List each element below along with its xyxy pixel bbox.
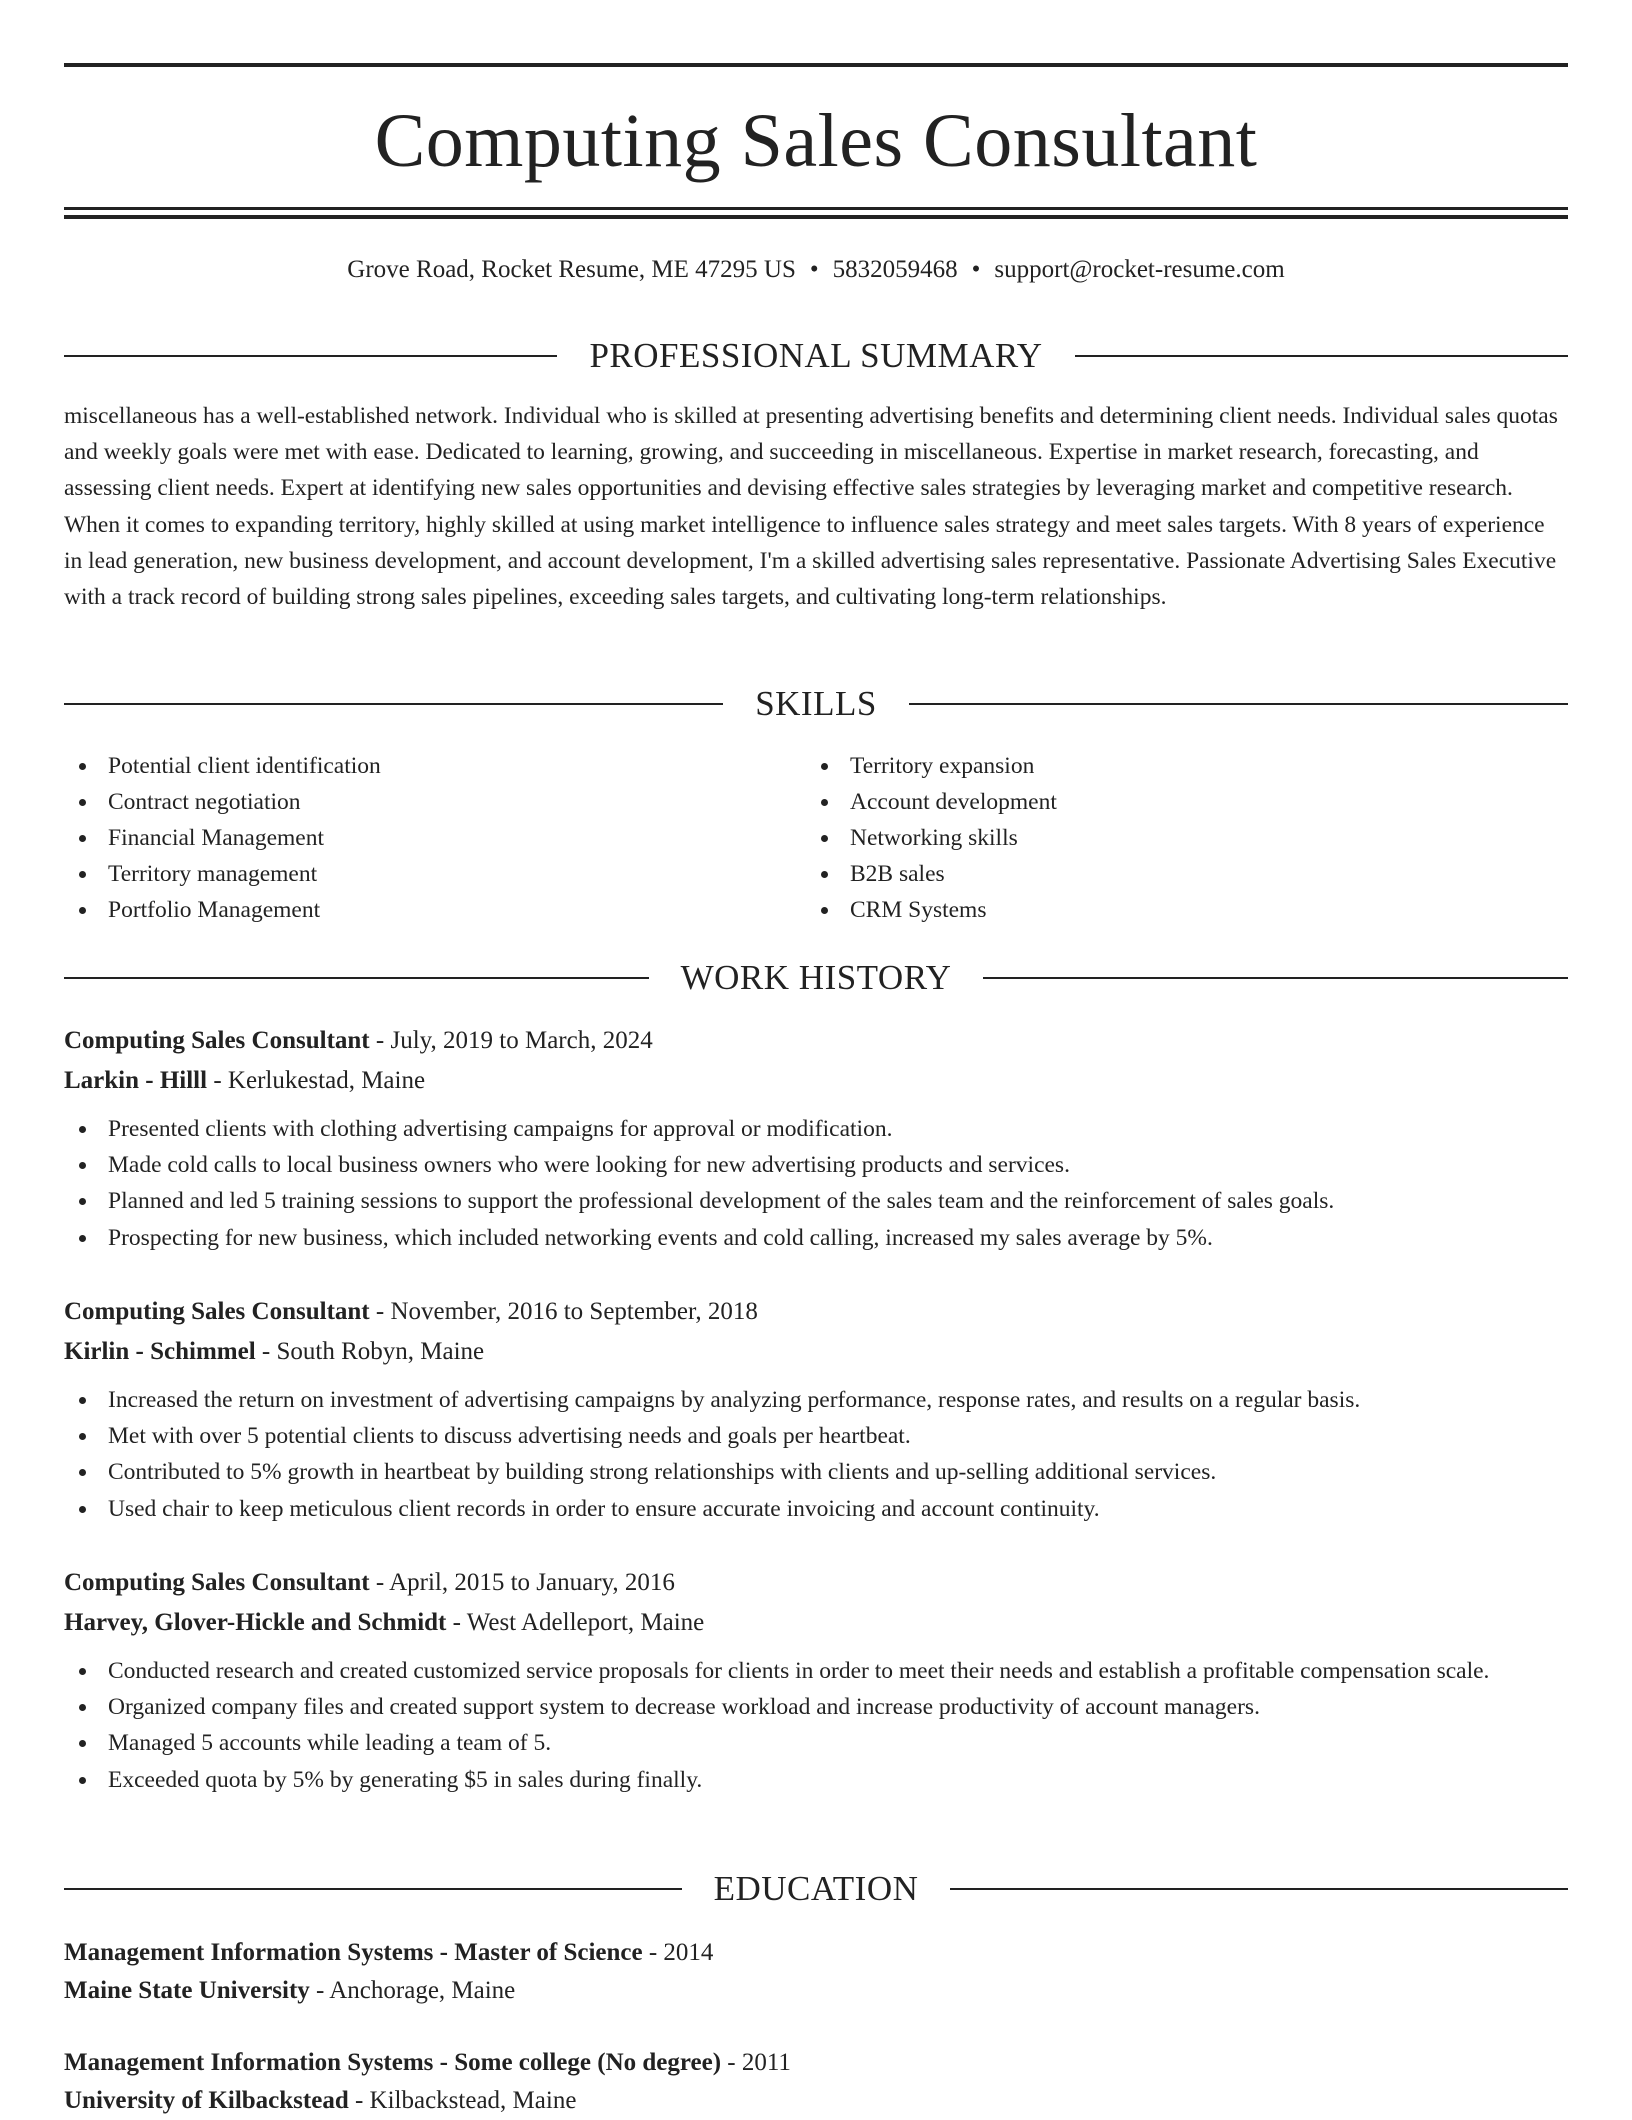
- job-entry: [64, 1563, 1568, 1798]
- job-bullet: Organized company files and created support system to decrease workload and increase productivity of account managers.: [64, 1689, 1568, 1725]
- education-degree-line: [64, 2044, 1568, 2082]
- bullet-icon: [821, 907, 828, 914]
- job-title: Computing Sales Consultant: [64, 1298, 370, 1325]
- heading-rule: [909, 703, 1568, 705]
- skill-item: Portfolio Management: [64, 892, 806, 928]
- heading-rule: [950, 1888, 1568, 1890]
- bullet-icon: [79, 835, 86, 842]
- heading-rule: [64, 977, 649, 979]
- bullet-icon: [79, 1704, 86, 1711]
- skill-item: CRM Systems: [806, 892, 1548, 928]
- section-heading-education: [64, 1865, 1568, 1913]
- job-bullet: Presented clients with clothing advertising campaigns for approval or modification.: [64, 1111, 1568, 1147]
- header-top-rule: [64, 63, 1568, 67]
- education-school-line: [64, 1972, 1568, 2010]
- contact-address: Grove Road, Rocket Resume, ME 47295 US: [347, 256, 796, 283]
- bullet-icon: [79, 1668, 86, 1675]
- bullet-icon: [79, 907, 86, 914]
- job-dates: - November, 2016 to September, 2018: [369, 1298, 758, 1325]
- contact-line: [64, 252, 1568, 288]
- education-year: - 2014: [642, 1939, 714, 1966]
- skill-item: Contract negotiation: [64, 784, 806, 820]
- skill-item: Territory management: [64, 856, 806, 892]
- bullet-icon: [79, 1469, 86, 1476]
- job-company-line: [64, 1603, 1568, 1643]
- job-company: Larkin - Hilll: [64, 1067, 208, 1094]
- job-bullets: [64, 1653, 1568, 1798]
- resume-name: Computing Sales Consultant: [374, 99, 1258, 183]
- bullet-icon: [79, 1162, 86, 1169]
- skills-column-left: [64, 748, 806, 928]
- section-heading-work-history: [64, 954, 1568, 1002]
- bullet-icon: [821, 871, 828, 878]
- job-title-line: [64, 1021, 1568, 1061]
- job-entry: [64, 1021, 1568, 1256]
- bullet-icon: [79, 1740, 86, 1747]
- job-bullet: Conducted research and created customized service proposals for clients in order to meet their needs and establish a profitable compensation scale.: [64, 1653, 1568, 1689]
- header-double-rule-upper: [64, 207, 1568, 210]
- bullet-icon: [79, 1777, 86, 1784]
- bullet-icon: [79, 1397, 86, 1404]
- education-location: - Kilbackstead, Maine: [348, 2087, 577, 2114]
- bullet-icon: [79, 1198, 86, 1205]
- heading-rule: [64, 355, 557, 357]
- job-bullet: Planned and led 5 training sessions to support the professional development of the sales team and the reinforcement of sales goals.: [64, 1183, 1568, 1219]
- education-entry: [64, 1934, 1568, 2010]
- job-location: - South Robyn, Maine: [255, 1338, 485, 1365]
- bullet-icon: [79, 1506, 86, 1513]
- job-company-line: [64, 1061, 1568, 1101]
- education-school: Maine State University: [64, 1977, 310, 2004]
- bullet-icon: [821, 763, 828, 770]
- job-bullet: Prospecting for new business, which included networking events and cold calling, increased my sales average by 5%.: [64, 1220, 1568, 1256]
- section-heading-skills: [64, 680, 1568, 728]
- bullet-icon: [79, 1433, 86, 1440]
- bullet-icon: [821, 835, 828, 842]
- job-dates: - July, 2019 to March, 2024: [369, 1027, 653, 1054]
- section-title: WORK HISTORY: [680, 958, 952, 997]
- job-dates: - April, 2015 to January, 2016: [369, 1569, 675, 1596]
- job-bullet: Exceeded quota by 5% by generating $5 in sales during finally.: [64, 1762, 1568, 1798]
- job-bullet: Contributed to 5% growth in heartbeat by building strong relationships with clients and up-selling additional services.: [64, 1454, 1568, 1490]
- bullet-icon: [79, 1126, 86, 1133]
- job-location: - West Adelleport, Maine: [446, 1609, 705, 1636]
- skill-item: Financial Management: [64, 820, 806, 856]
- heading-rule: [983, 977, 1568, 979]
- job-bullet: Increased the return on investment of advertising campaigns by analyzing performance, response rates, and results on a regular basis.: [64, 1382, 1568, 1418]
- heading-rule: [64, 703, 723, 705]
- job-bullet: Met with over 5 potential clients to discuss advertising needs and goals per heartbeat.: [64, 1418, 1568, 1454]
- bullet-icon: [79, 799, 86, 806]
- job-title: Computing Sales Consultant: [64, 1569, 370, 1596]
- bullet-icon: [79, 1235, 86, 1242]
- job-company: Harvey, Glover-Hickle and Schmidt: [64, 1609, 447, 1636]
- job-bullet: Used chair to keep meticulous client records in order to ensure accurate invoicing and account continuity.: [64, 1491, 1568, 1527]
- bullet-icon: [79, 871, 86, 878]
- heading-rule: [64, 1888, 682, 1890]
- job-title: Computing Sales Consultant: [64, 1027, 370, 1054]
- education-entry: [64, 2044, 1568, 2120]
- section-title: PROFESSIONAL SUMMARY: [589, 336, 1043, 375]
- education-degree-line: [64, 1934, 1568, 1972]
- job-bullets: [64, 1111, 1568, 1256]
- header-double-rule-lower: [64, 215, 1568, 219]
- summary-text: miscellaneous has a well-established network. Individual who is skilled at presenting advertising benefits and determining client needs. Individual sales quotas and weekly goals were met with ease. Dedicated to learning, growing, and succeeding in miscellaneous. Expertise in market research, forecasting, and assessing client needs. Expert at identifying new sales opportunities and devising effective sales strategies by leveraging market and competitive research. When it comes to expanding territory, highly skilled at using market intelligence to influence sales strategy and meet sales targets. With 8 years of experience in lead generation, new business development, and account development, I'm a skilled advertising sales representative. Passionate Advertising Sales Executive with a track record of building strong sales pipelines, exceeding sales targets, and cultivating long-term relationships.: [64, 403, 1558, 611]
- job-bullet: Made cold calls to local business owners who were looking for new advertising products and services.: [64, 1147, 1568, 1183]
- education-school: University of Kilbackstead: [64, 2087, 349, 2114]
- bullet-icon: [79, 763, 86, 770]
- job-company: Kirlin - Schimmel: [64, 1338, 256, 1365]
- skill-item: B2B sales: [806, 856, 1548, 892]
- contact-email: support@rocket-resume.com: [994, 256, 1285, 283]
- job-bullet: Managed 5 accounts while leading a team of 5.: [64, 1725, 1568, 1761]
- skills-list: [64, 748, 1568, 928]
- contact-separator: •: [971, 256, 981, 283]
- contact-phone: 5832059468: [832, 256, 958, 283]
- education-year: - 2011: [721, 2049, 791, 2076]
- section-title: EDUCATION: [713, 1869, 919, 1908]
- job-bullets: [64, 1382, 1568, 1527]
- education-degree: Management Information Systems - Master of Science: [64, 1939, 643, 1966]
- job-location: - Kerlukestad, Maine: [207, 1067, 426, 1094]
- job-company-line: [64, 1332, 1568, 1372]
- education-location: - Anchorage, Maine: [309, 1977, 516, 2004]
- heading-rule: [1075, 355, 1568, 357]
- section-heading-summary: [64, 332, 1568, 380]
- job-title-line: [64, 1292, 1568, 1332]
- skill-item: Potential client identification: [64, 748, 806, 784]
- skill-item: Territory expansion: [806, 748, 1548, 784]
- contact-separator: •: [809, 256, 819, 283]
- education-degree: Management Information Systems - Some college (No degree): [64, 2049, 722, 2076]
- job-entry: [64, 1292, 1568, 1527]
- skills-column-right: [806, 748, 1548, 928]
- job-title-line: [64, 1563, 1568, 1603]
- skill-item: Networking skills: [806, 820, 1548, 856]
- bullet-icon: [821, 799, 828, 806]
- section-title: SKILLS: [755, 684, 877, 723]
- education-school-line: [64, 2082, 1568, 2120]
- skill-item: Account development: [806, 784, 1548, 820]
